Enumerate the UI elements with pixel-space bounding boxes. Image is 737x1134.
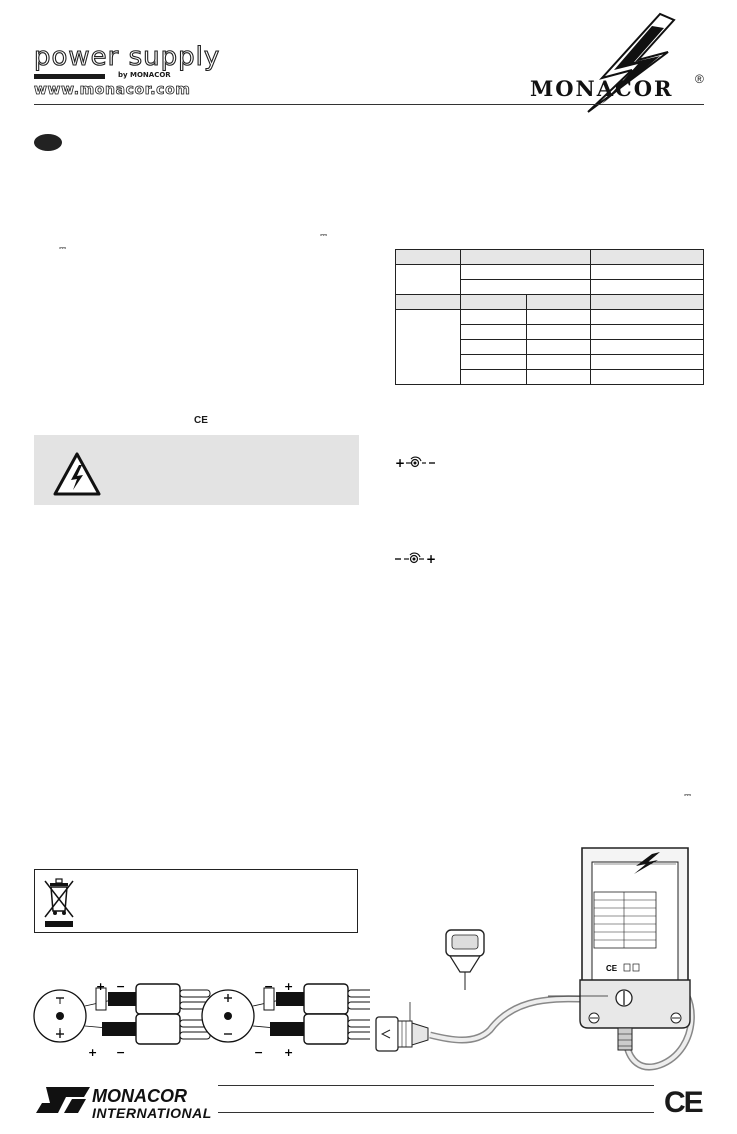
warning-box <box>34 435 359 505</box>
polarity-center-minus-icon <box>393 551 439 567</box>
plus-label: + <box>96 980 106 993</box>
ce-mark-icon: CE <box>664 1086 702 1119</box>
crossed-bin-icon <box>41 875 77 929</box>
company-name <box>92 1088 212 1122</box>
plug-group-right <box>202 980 370 1059</box>
polarity-center-plus-icon <box>393 455 439 471</box>
power-supply-illustration <box>370 840 700 1080</box>
table-row <box>396 250 704 265</box>
dc-symbol: ⎓ <box>59 243 67 253</box>
brand-registered: ® <box>695 72 704 86</box>
footer-rule-bottom <box>218 1112 654 1113</box>
device-rating-table <box>594 892 656 948</box>
table-row <box>396 295 704 310</box>
product-title: power supply <box>34 42 221 72</box>
plug-polarity-diagram <box>30 978 370 1060</box>
disposal-notice-box <box>34 869 358 933</box>
brand-name: MONACOR <box>530 76 674 101</box>
minus-label: − <box>116 980 126 993</box>
monacor-international-logo-icon <box>36 1087 92 1113</box>
plug-group-left <box>34 980 210 1059</box>
website-url: www.monacor.com <box>34 82 191 98</box>
svg-text:−: − <box>116 1046 126 1059</box>
table-row <box>396 310 704 325</box>
warning-triangle-icon <box>52 451 102 497</box>
company-line-2: INTERNATIONAL <box>92 1105 212 1121</box>
title-bar <box>34 74 105 79</box>
byline: by MONACOR <box>118 71 171 79</box>
plug-icon <box>446 930 484 990</box>
svg-text:−: − <box>254 1046 264 1059</box>
device-ce-mark: CE <box>606 964 618 973</box>
table-row <box>396 265 704 280</box>
footer-rule-top <box>218 1085 654 1086</box>
dc-symbol: ⎓ <box>320 230 328 240</box>
lightning-logo-icon <box>580 8 690 118</box>
svg-text:+: + <box>395 456 406 470</box>
dc-connector <box>376 1002 428 1051</box>
svg-text:+: + <box>88 1046 98 1059</box>
svg-text:+: + <box>426 552 437 566</box>
ce-mark-icon: CE <box>194 415 208 426</box>
company-line-1: MONACOR <box>92 1086 187 1106</box>
dc-symbol: ⎓ <box>684 790 692 800</box>
svg-text:−: − <box>264 980 274 993</box>
header-rule <box>34 104 704 105</box>
spec-table <box>395 249 704 385</box>
svg-text:+: + <box>284 1046 294 1059</box>
language-badge <box>34 134 62 151</box>
svg-text:+: + <box>284 980 294 993</box>
